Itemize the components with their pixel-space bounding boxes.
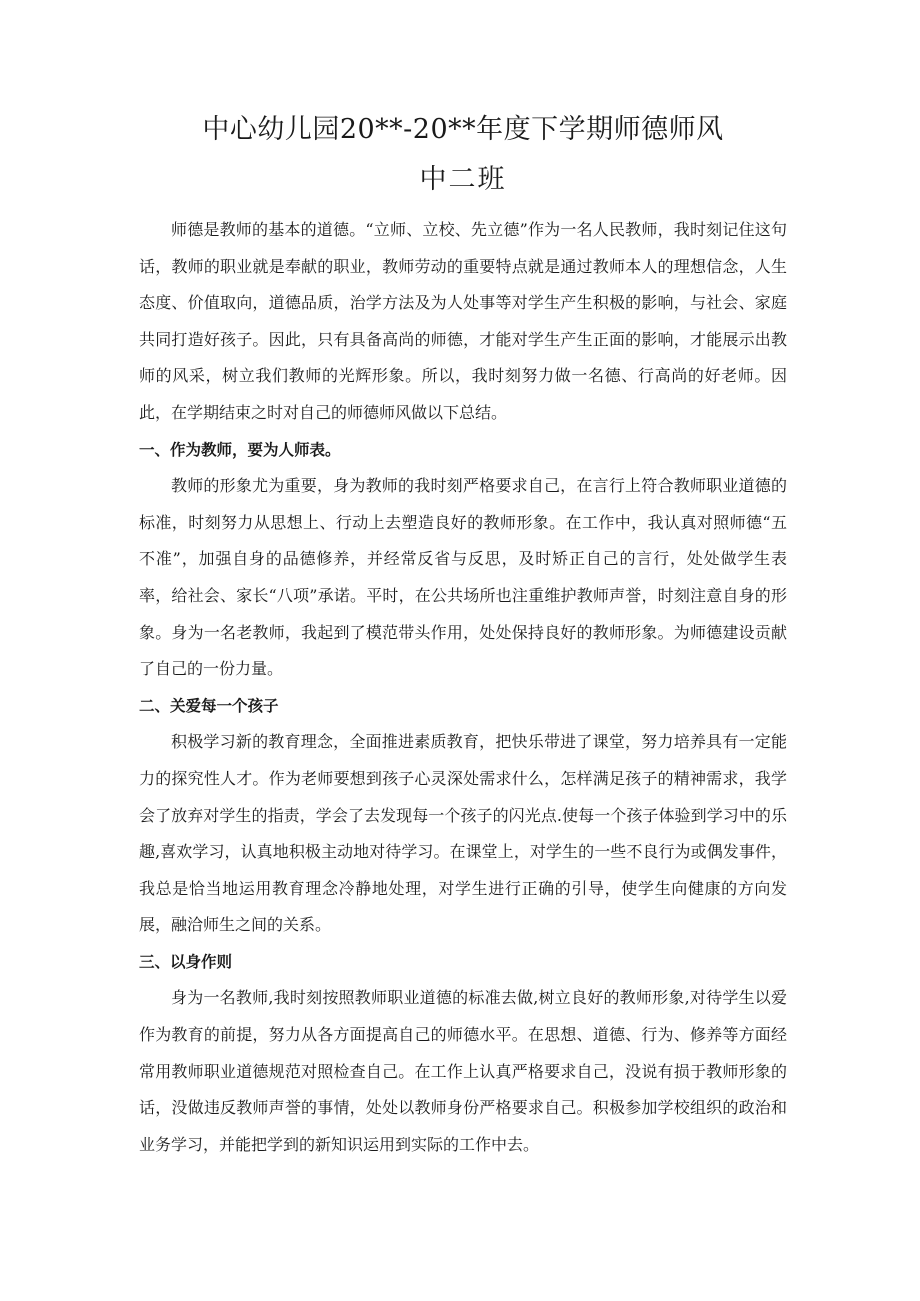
- section-heading: 三、以身作则: [139, 952, 233, 971]
- document-subtitle: 中二班: [419, 164, 507, 195]
- section-3: [139, 944, 787, 1164]
- section-paragraph: 积极学习新的教育理念，全面推进素质教育，把快乐带进了课堂，努力培养具有一定能力的探究性人才。作为老师要想到孩子心灵深处需求什么，怎样满足孩子的精神需求，我学会了放弃对学生的指责，学会了去发现每一个孩子的闪光点.使每一个孩子体验到学习中的乐趣,喜欢学习，认真地积极主动地对待学习。在课堂上，对学生的一些不良行为或偶发事件，我总是恰当地运用教育理念冷静地处理，对学生进行正确的引导，使学生向健康的方向发展，融洽师生之间的关系。: [139, 732, 787, 935]
- document-title: 中心幼儿园20**-20**年度下学期师德师风: [202, 114, 724, 145]
- section-1: [139, 432, 787, 688]
- section-paragraph: 教师的形象尤为重要，身为教师的我时刻严格要求自己，在言行上符合教师职业道德的标准，时刻努力从思想上、行动上去塑造良好的教师形象。在工作中，我认真对照师德“五不准”，加强自身的品德修养，并经常反省与反思，及时矫正自己的言行，处处做学生表率，给社会、家长“八项”承诺。平时，在公共场所也注重维护教师声誉，时刻注意自身的形象。身为一名老教师，我起到了模范带头作用，处处保持良好的教师形象。为师德建设贡献了自己的一份力量。: [139, 476, 787, 679]
- document-page: [139, 110, 787, 1163]
- section-heading: 二、关爱每一个孩子: [139, 696, 279, 715]
- section-paragraph: 身为一名教师,我时刻按照教师职业道德的标准去做,树立良好的教师形象,对待学生以爱作为教育的前提，努力从各方面提高自己的师德水平。在思想、道德、行为、修养等方面经常用教师职业道德规范对照检查自己。在工作上认真严格要求自己，没说有损于教师形象的话，没做违反教师声誉的事情，处处以教师身份严格要求自己。积极参加学校组织的政治和业务学习，并能把学到的新知识运用到实际的工作中去。: [139, 988, 787, 1154]
- section-2: [139, 688, 787, 944]
- intro-paragraph: 师德是教师的基本的道德。“立师、立校、先立德”作为一名人民教师，我时刻记住这句话，教师的职业就是奉献的职业，教师劳动的重要特点就是通过教师本人的理想信念，人生态度、价值取向，道德品质，治学方法及为人处事等对学生产生积极的影响，与社会、家庭共同打造好孩子。因此，只有具备高尚的师德，才能对学生产生正面的影响，才能展示出教师的风采，树立我们教师的光辉形象。所以，我时刻努力做一名德、行高尚的好老师。因此，在学期结束之时对自己的师德师风做以下总结。: [139, 220, 787, 422]
- section-heading: 一、作为教师，要为人师表。: [139, 440, 341, 459]
